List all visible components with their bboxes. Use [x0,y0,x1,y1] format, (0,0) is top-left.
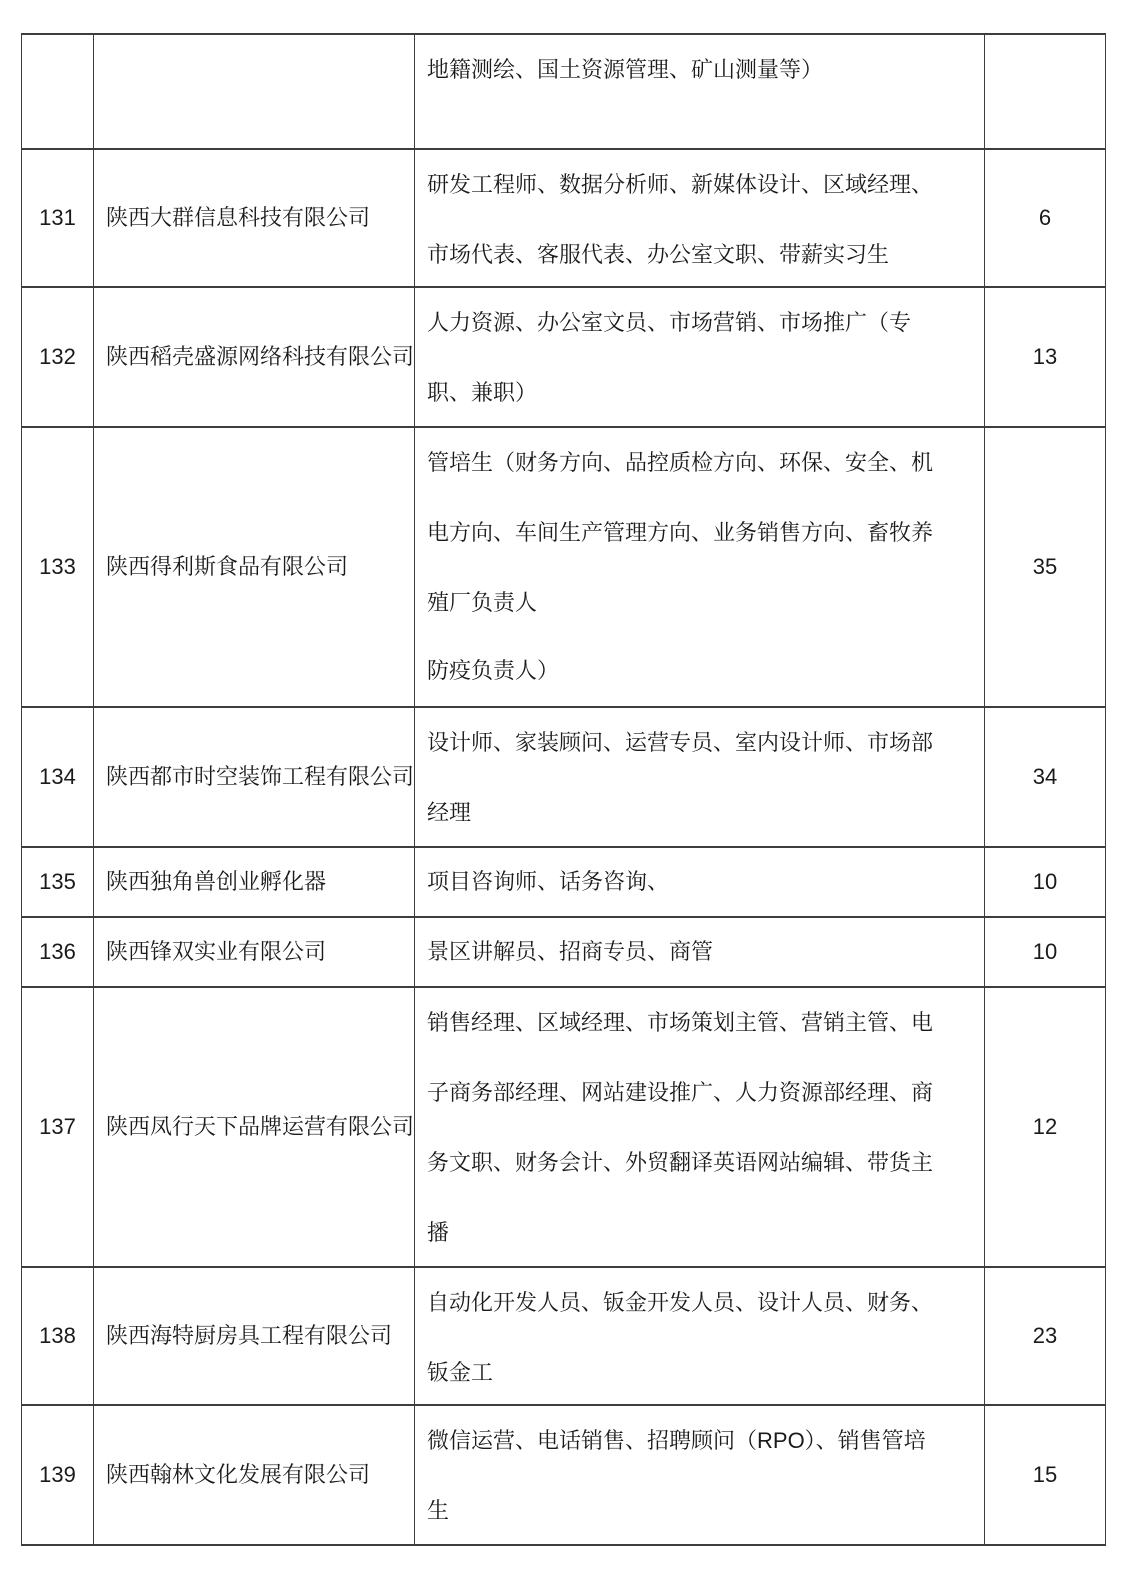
headcount: 6 [1038,205,1052,230]
headcount: 10 [1032,869,1058,894]
positions-cell [415,428,985,706]
table-row [22,428,1106,708]
recruitment-table [21,33,1106,1546]
headcount-cell [985,918,1106,986]
position-line: 人力资源、办公室文员、市场营销、市场推广（专职、兼职） [427,310,912,405]
company-name: 陕西稻壳盛源网络科技有限公司 [106,344,415,369]
positions-cell [415,988,985,1266]
position-line: 自动化开发人员、钣金开发人员、设计人员、财务、钣金工 [427,1290,934,1385]
company-name: 陕西得利斯食品有限公司 [106,554,349,579]
table-row [22,35,1106,150]
headcount-cell [985,35,1106,148]
headcount-cell [985,288,1106,426]
row-number: 138 [39,1323,76,1348]
position-line: 项目咨询师、话务咨询、 [427,869,670,894]
row-number-cell [22,988,94,1266]
position-line: 研发工程师、数据分析师、新媒体设计、区域经理、市场代表、客服代表、办公室文职、带薪实习生 [427,172,934,267]
company-name: 陕西锋双实业有限公司 [106,939,327,964]
company-name-cell [94,1406,415,1544]
position-line: 管培生（财务方向、品控质检方向、环保、安全、机电方向、车间生产管理方向、业务销售方向、畜牧养殖厂负责人 [427,450,934,615]
position-line: 微信运营、电话销售、招聘顾问（RPO）、销售管培生 [427,1428,926,1523]
headcount-cell [985,1268,1106,1404]
headcount-cell [985,708,1106,846]
row-number-cell [22,1268,94,1404]
headcount: 34 [1032,764,1058,789]
row-number: 137 [39,1114,76,1139]
row-number-cell [22,918,94,986]
company-name-cell [94,35,415,148]
row-number-cell [22,35,94,148]
company-name-cell [94,918,415,986]
company-name: 陕西大群信息科技有限公司 [106,205,371,230]
row-number-cell [22,708,94,846]
headcount-cell [985,848,1106,916]
row-number-cell [22,150,94,286]
positions-cell [415,288,985,426]
headcount-cell [985,988,1106,1266]
company-name: 陕西独角兽创业孵化器 [106,869,327,894]
company-name-cell [94,428,415,706]
row-number: 139 [39,1462,76,1487]
positions-cell [415,848,985,916]
position-line: 设计师、家装顾问、运营专员、室内设计师、市场部经理 [427,730,934,825]
positions-cell [415,1268,985,1404]
row-number: 133 [39,554,76,579]
table-row [22,1406,1106,1546]
headcount: 15 [1032,1462,1058,1487]
positions-cell [415,150,985,286]
table-row [22,150,1106,288]
company-name: 陕西凤行天下品牌运营有限公司 [106,1114,415,1139]
company-name-cell [94,848,415,916]
row-number: 132 [39,344,76,369]
company-name-cell [94,1268,415,1404]
positions-cell [415,708,985,846]
company-name-cell [94,708,415,846]
table-row [22,848,1106,918]
row-number-cell [22,428,94,706]
table-row [22,708,1106,848]
headcount-cell [985,1406,1106,1544]
row-number-cell [22,1406,94,1544]
company-name-cell [94,150,415,286]
row-number: 136 [39,939,76,964]
row-number: 134 [39,764,76,789]
positions-cell [415,1406,985,1544]
headcount-cell [985,428,1106,706]
position-line: 景区讲解员、招商专员、商管 [427,939,714,964]
headcount: 13 [1032,344,1058,369]
position-line: 销售经理、区域经理、市场策划主管、营销主管、电子商务部经理、网站建设推广、人力资源部经理、商务文职、财务会计、外贸翻译英语网站编辑、带货主播 [427,1010,934,1245]
headcount: 23 [1032,1323,1058,1348]
table-row [22,1268,1106,1406]
row-number: 135 [39,869,76,894]
headcount: 12 [1032,1114,1058,1139]
positions-cell [415,35,985,148]
company-name: 陕西海特厨房具工程有限公司 [106,1323,393,1348]
row-number-cell [22,288,94,426]
company-name-cell [94,288,415,426]
positions-cell [415,918,985,986]
headcount-cell [985,150,1106,286]
row-number: 131 [39,205,76,230]
headcount: 10 [1032,939,1058,964]
headcount: 35 [1032,554,1058,579]
table-row [22,918,1106,988]
position-line: 地籍测绘、国土资源管理、矿山测量等） [427,57,824,82]
company-name: 陕西都市时空装饰工程有限公司 [106,764,415,789]
table-row [22,288,1106,428]
position-line: 防疫负责人） [427,658,560,683]
company-name: 陕西翰林文化发展有限公司 [106,1462,371,1487]
table-row [22,988,1106,1268]
company-name-cell [94,988,415,1266]
row-number-cell [22,848,94,916]
